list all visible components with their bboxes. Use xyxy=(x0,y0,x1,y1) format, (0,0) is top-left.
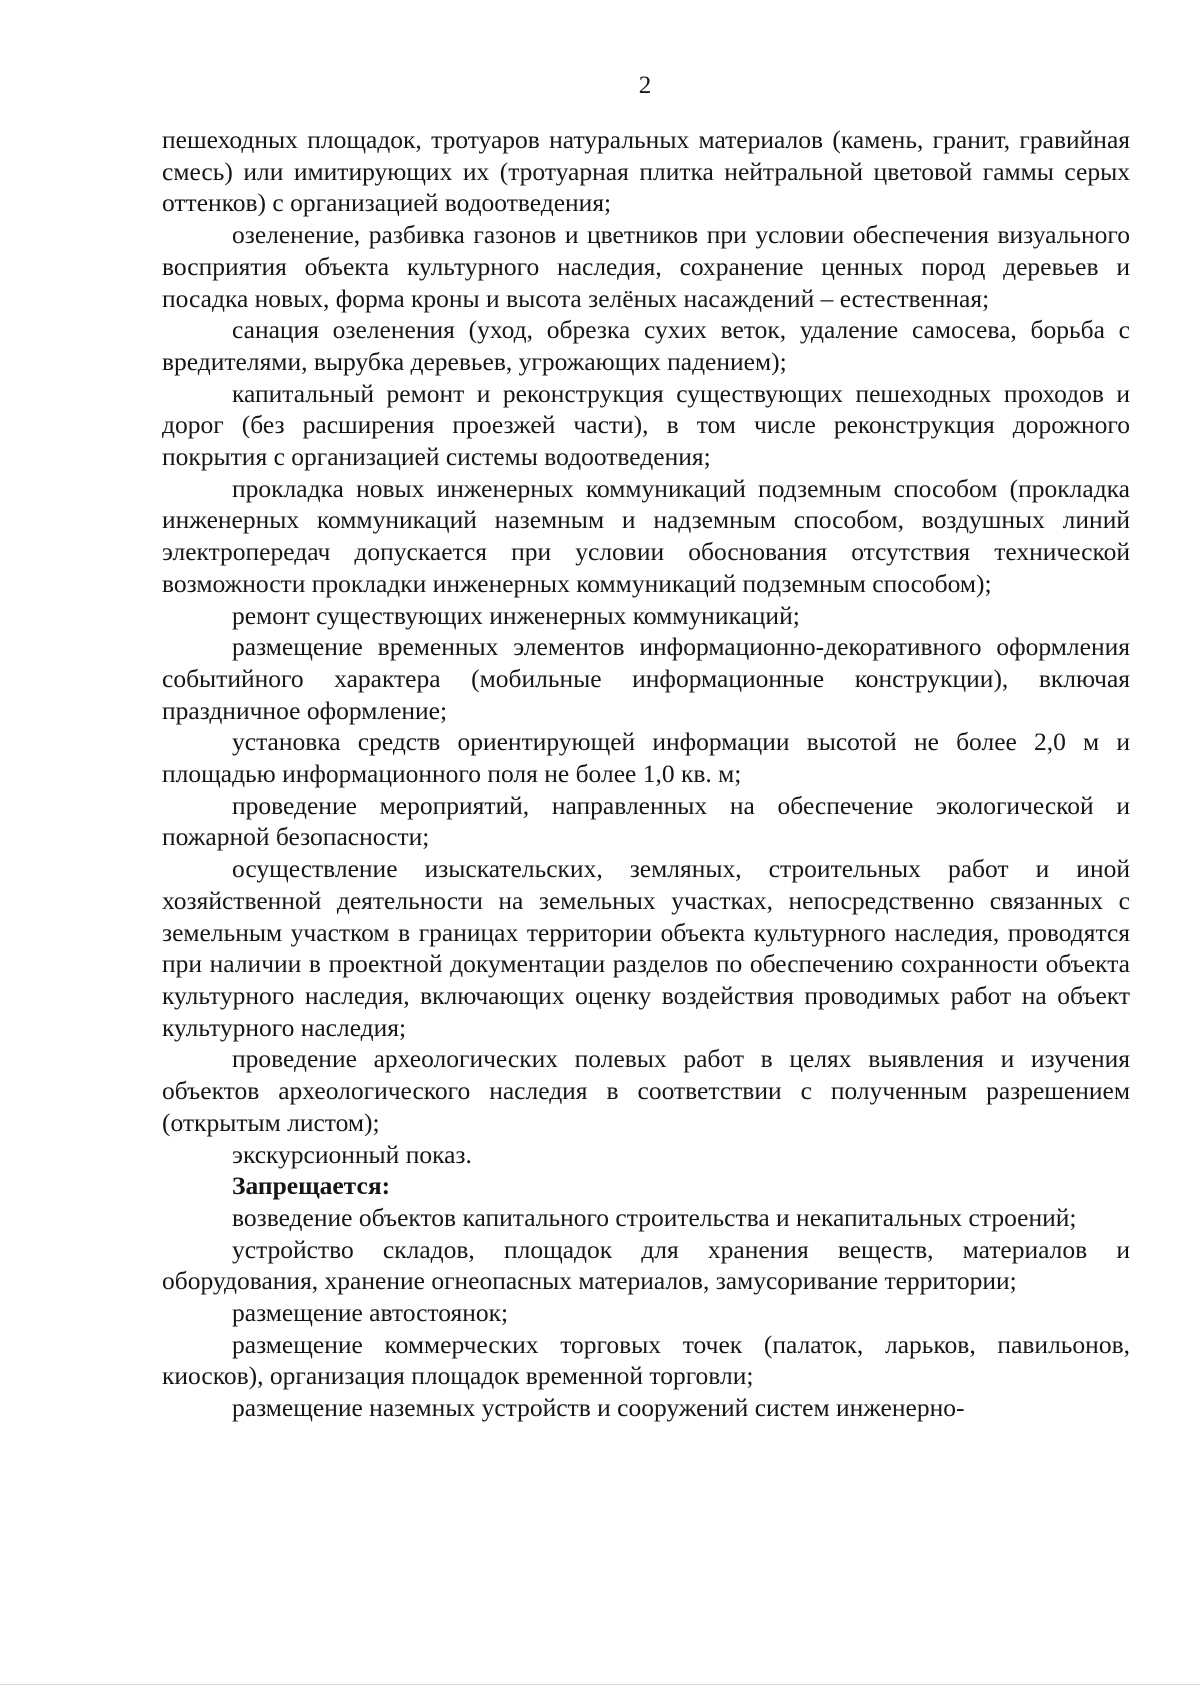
page-number: 2 xyxy=(638,72,652,99)
prohibited-item: размещение автостоянок; xyxy=(232,1298,509,1328)
paragraph: экскурсионный показ. xyxy=(232,1139,472,1169)
prohibited-item: размещение коммерческих торговых точек (палаток, ларьков, павильонов, киосков), организация площадок временной торговли; xyxy=(162,1329,1130,1391)
section-heading: Запрещается: xyxy=(232,1171,391,1201)
paragraph: прокладка новых инженерных коммуникаций подземным способом (прокладка инженерных коммуникаций наземным и надземным способом, воздушных линий электропередач допускается при условии обоснования отсутствия технической возможности прокладки инженерных коммуникаций подземным способом); xyxy=(162,473,1130,598)
paragraph: санация озеленения (уход, обрезка сухих веток, удаление самосева, борьба с вредителями, вырубка деревьев, угрожающих падением); xyxy=(162,315,1130,376)
paragraph: установка средств ориентирующей информации высотой не более 2,0 м и площадью информационного поля не более 1,0 кв. м; xyxy=(162,727,1130,789)
paragraph: ремонт существующих инженерных коммуникаций; xyxy=(232,600,800,630)
document-body xyxy=(162,124,1130,1424)
prohibited-item: устройство складов, площадок для хранения веществ, материалов и оборудования, хранение огнеопасных материалов, замусоривание территории; xyxy=(162,1234,1130,1296)
paragraph: размещение временных элементов информационно-декоративного оформления событийного характера (мобильные информационные конструкции), включая праздничное оформление; xyxy=(162,632,1130,725)
paragraph: озеленение, разбивка газонов и цветников при условии обеспечения визуального восприятия объекта культурного наследия, сохранение ценных пород деревьев и посадка новых, форма кроны и высота зелёных насаждений – естественная; xyxy=(162,220,1130,313)
prohibited-item: размещение наземных устройств и сооружений систем инженерно- xyxy=(232,1393,965,1423)
paragraph: осуществление изыскательских, земляных, строительных работ и иной хозяйственной деятельности на земельных участках, непосредственно связанных с земельным участком в границах территории объекта культурного наследия, проводятся при наличии в проектной документации разделов по обеспечению сохранности объекта культурного наследия, включающих оценку воздействия проводимых работ на объект культурного наследия; xyxy=(162,854,1130,1042)
prohibited-item: возведение объектов капитального строительства и некапитальных строений; xyxy=(232,1202,1077,1232)
paragraph-continued: пешеходных площадок, тротуаров натуральных материалов (камень, гранит, гравийная смесь) или имитирующих их (тротуарная плитка нейтральной цветовой гаммы серых оттенков) с организацией водоотведения; xyxy=(162,125,1130,218)
paragraph: капитальный ремонт и реконструкция существующих пешеходных проходов и дорог (без расширения проезжей части), в том числе реконструкция дорожного покрытия с организацией системы водоотведения; xyxy=(162,378,1130,472)
paragraph: проведение мероприятий, направленных на обеспечение экологической и пожарной безопасности; xyxy=(162,790,1130,852)
scan-edge-line xyxy=(0,1684,1200,1685)
paragraph: проведение археологических полевых работ в целях выявления и изучения объектов археологического наследия в соответствии с полученным разрешением (открытым листом); xyxy=(162,1044,1130,1137)
